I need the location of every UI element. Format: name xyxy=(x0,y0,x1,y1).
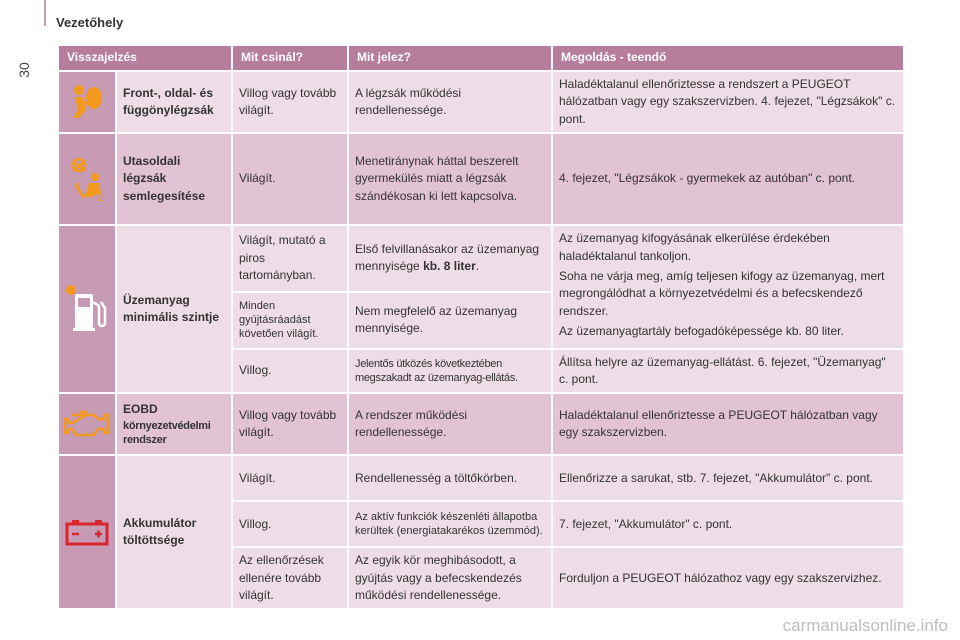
solution-text xyxy=(552,225,904,348)
meaning-text: Nem megfelelő az üzemanyag mennyisége. xyxy=(348,292,552,349)
engine-check-icon xyxy=(58,393,116,455)
header-meaning: Mit jelez? xyxy=(348,45,552,71)
solution-paragraph: Az üzemanyag kifogyásának elkerülése érdekében haladéktalanul tankoljon. xyxy=(559,231,830,263)
battery-icon xyxy=(58,455,116,609)
solution-text: Forduljon a PEUGEOT hálózathoz vagy egy szakszervizhez. xyxy=(552,547,904,609)
solution-text: Ellenőrizze a sarukat, stb. 7. fejezet, "Akkumulátor" c. pont. xyxy=(552,455,904,501)
meaning-text: Az egyik kör meghibásodott, a gyújtás vagy a befecskendezés működési rendellenessége. xyxy=(348,547,552,609)
table-row xyxy=(58,225,904,292)
watermark: carmanualsonline.info xyxy=(782,616,948,635)
header-solution: Megoldás - teendő xyxy=(552,45,904,71)
meaning-text: Menetiránynak háttal beszerelt gyermekülés miatt a légzsák szándékosan ki lett kapcsolva. xyxy=(348,133,552,225)
table-row xyxy=(58,71,904,133)
solution-text: 4. fejezet, "Légzsákok - gyermekek az autóban" c. pont. xyxy=(552,133,904,225)
indicator-name: Üzemanyag minimális szintje xyxy=(116,225,232,393)
fuel-amount: kb. 8 liter xyxy=(423,259,476,274)
action-text: Világít. xyxy=(232,455,348,501)
action-text: Világít, mutató a piros tartományban. xyxy=(232,225,348,292)
meaning-part: . xyxy=(475,259,480,274)
indicator-name: Utasoldali légzsák semlegesítése xyxy=(116,133,232,225)
action-text: Villog vagy tovább világít. xyxy=(232,71,348,133)
solution-text: Haladéktalanul ellenőriztesse a PEUGEOT hálózatban vagy egy szakszervizben. xyxy=(552,393,904,455)
table-row xyxy=(58,455,904,501)
indicator-name: Akkumulátor töltöttsége xyxy=(116,455,232,609)
meaning-text: Az aktív funkciók készenléti állapotba kerültek (energiatakarékos üzemmód). xyxy=(348,501,552,547)
action-text: Az ellenőrzések ellenére tovább világít. xyxy=(232,547,348,609)
table-row xyxy=(58,133,904,225)
indicator-name-primary: EOBD xyxy=(123,402,158,417)
action-text: Villog. xyxy=(232,349,348,394)
indicator-name-secondary: környezetvédelmi rendszer xyxy=(123,419,211,446)
svg-text:2: 2 xyxy=(97,192,104,202)
table-row xyxy=(58,393,904,455)
page-number: 30 xyxy=(15,62,32,78)
meaning-text: A légzsák működési rendellenessége. xyxy=(348,71,552,133)
meaning-part: Első felvillanásakor az üzemanyag mennyisége xyxy=(355,242,540,274)
indicator-name xyxy=(116,393,232,455)
solution-text: Haladéktalanul ellenőriztesse a rendszert a PEUGEOT hálózatban vagy egy szakszervizben. 4. fejezet, "Légzsákok" c. pont. xyxy=(552,71,904,133)
header-indicator: Visszajelzés xyxy=(58,45,232,71)
solution-paragraph: Soha ne várja meg, amíg teljesen kifogy az üzemanyag, mert megrongálódhat a környezetvédelmi és a befecskendező rendszer. xyxy=(559,268,885,318)
meaning-text: Rendellenesség a töltőkörben. xyxy=(348,455,552,501)
action-text: Villog vagy tovább világít. xyxy=(232,393,348,455)
section-title: Vezetőhely xyxy=(56,15,124,30)
solution-paragraph: Az üzemanyagtartály befogadóképessége kb. 80 liter. xyxy=(559,324,844,339)
passenger-airbag-off-icon xyxy=(58,133,116,225)
warning-lights-table xyxy=(57,44,905,610)
indicator-name: Front-, oldal- és függönylégzsák xyxy=(116,71,232,133)
action-text: Villog. xyxy=(232,501,348,547)
margin-rule xyxy=(44,0,46,26)
fuel-pump-icon xyxy=(58,225,116,393)
meaning-text: Jelentős ütközés következtében megszakadt az üzemanyag-ellátás. xyxy=(348,349,552,394)
header-action: Mit csinál? xyxy=(232,45,348,71)
table-header-row xyxy=(58,45,904,71)
meaning-text xyxy=(348,225,552,292)
solution-text: 7. fejezet, "Akkumulátor" c. pont. xyxy=(552,501,904,547)
meaning-text: A rendszer működési rendellenessége. xyxy=(348,393,552,455)
action-text: Világít. xyxy=(232,133,348,225)
action-text: Minden gyújtásráadást követően világít. xyxy=(232,292,348,349)
airbag-icon xyxy=(58,71,116,133)
solution-text: Állítsa helyre az üzemanyag-ellátást. 6. fejezet, "Üzemanyag" c. pont. xyxy=(552,349,904,394)
